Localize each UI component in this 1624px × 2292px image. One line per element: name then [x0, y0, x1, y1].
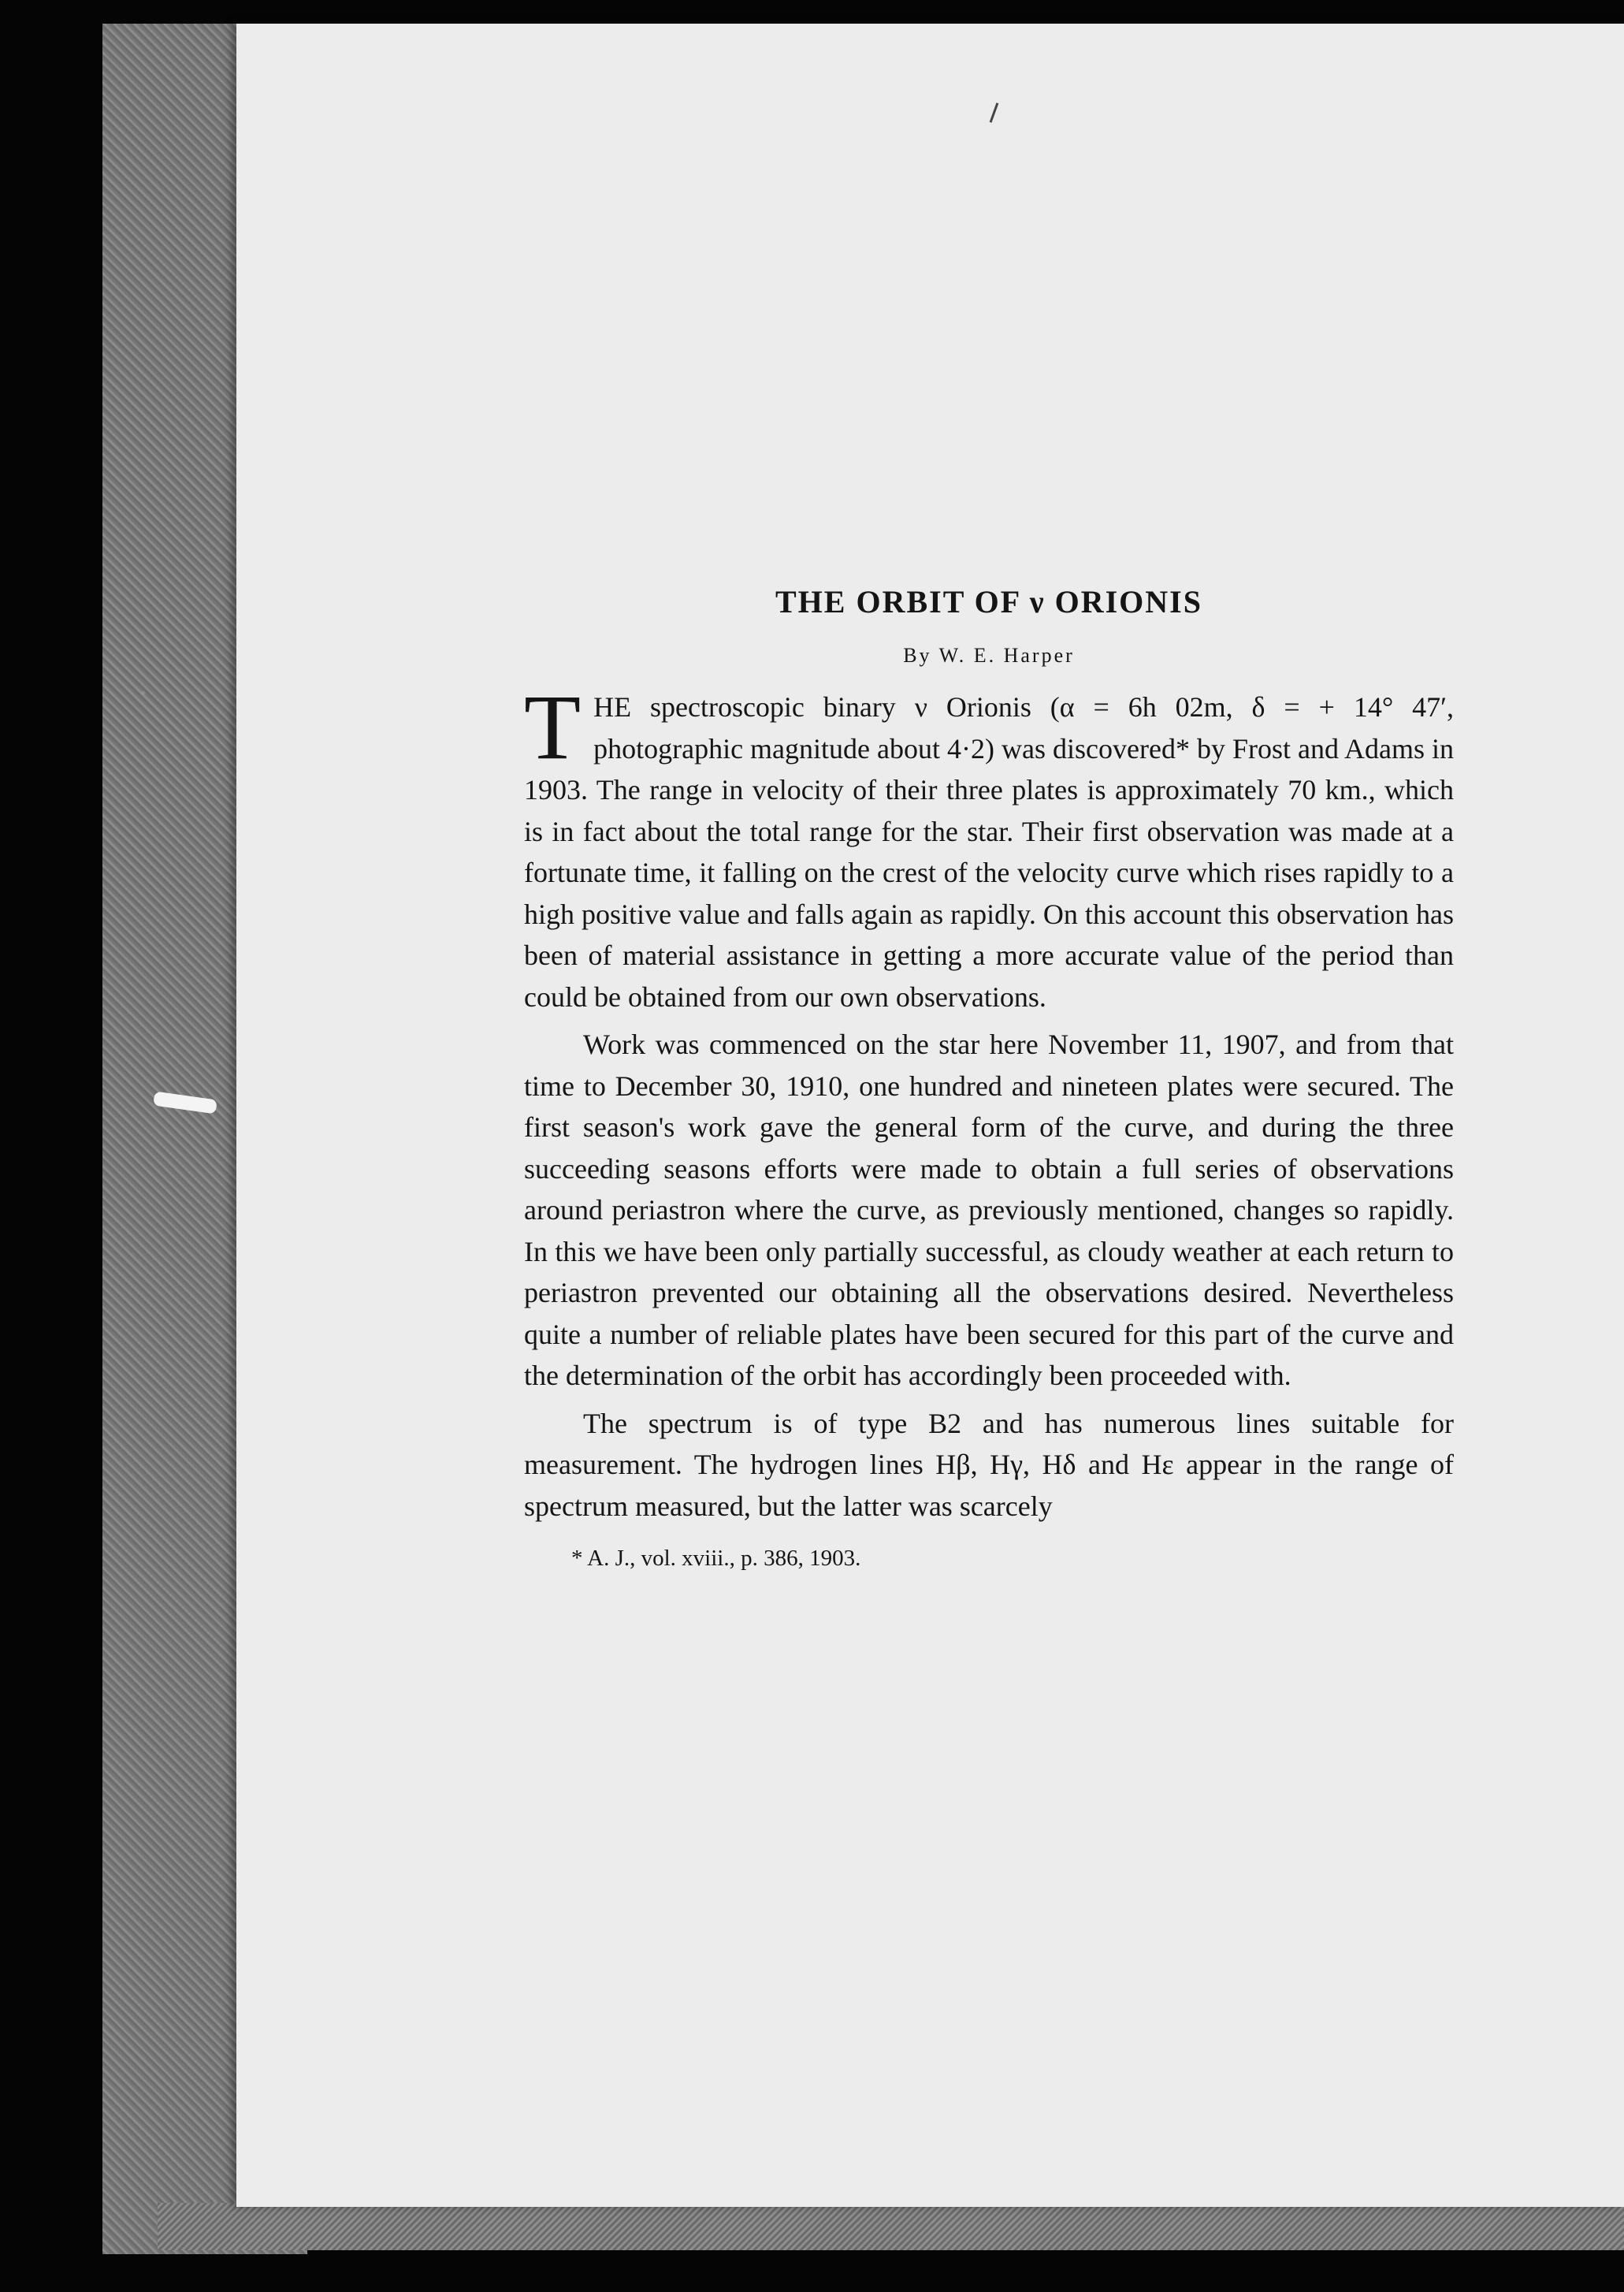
pencil-mark: [990, 102, 999, 122]
document-content: [524, 583, 1454, 1572]
page-title: THE ORBIT OF ν ORIONIS: [775, 584, 1202, 620]
paragraph-1-text: HE spectroscopic binary ν Orionis (α = 6h 02m, δ = + 14° 47′, photographic magnitude about 4·2) was discovered* by Frost and Adams in 1903. The range in velocity of their three plates is approximately 70 km., which is in fact about the total range for the star. Their first observation was made at a fortunate time, it falling on the crest of the velocity curve which rises rapidly to a high positive value and falls again as rapidly. On this account this observation has been of material assistance in getting a more accurate value of the period than could be obtained from our own observations.: [524, 691, 1454, 1013]
drop-cap: T: [524, 675, 582, 779]
paragraph-3: The spectrum is of type B2 and has numerous lines suitable for measurement. The hydrogen lines Hβ, Hγ, Hδ and Hε appear in the range of spectrum measured, but the latter was scarcely: [524, 1407, 1454, 1522]
footnote: * A. J., vol. xviii., p. 386, 1903.: [571, 1546, 861, 1571]
paragraph-1: [524, 675, 1454, 1018]
scan-background-board-bottom: [158, 2203, 1624, 2250]
byline: By W. E. Harper: [903, 644, 1075, 667]
paragraph-2: Work was commenced on the star here November 11, 1907, and from that time to December 30, 1910, one hundred and nineteen plates were secured. The first season's work gave the general form of the curve, and during the three succeeding seasons efforts were made to obtain a full series of observations around periastron where the curve, as previously mentioned, changes so rapidly. In this we have been only partially successful, as cloudy weather at each return to periastron prevented our obtaining all the observations desired. Nevertheless quite a number of reliable plates have been secured for this part of the curve and the determination of the orbit has accordingly been proceeded with.: [524, 1029, 1454, 1391]
